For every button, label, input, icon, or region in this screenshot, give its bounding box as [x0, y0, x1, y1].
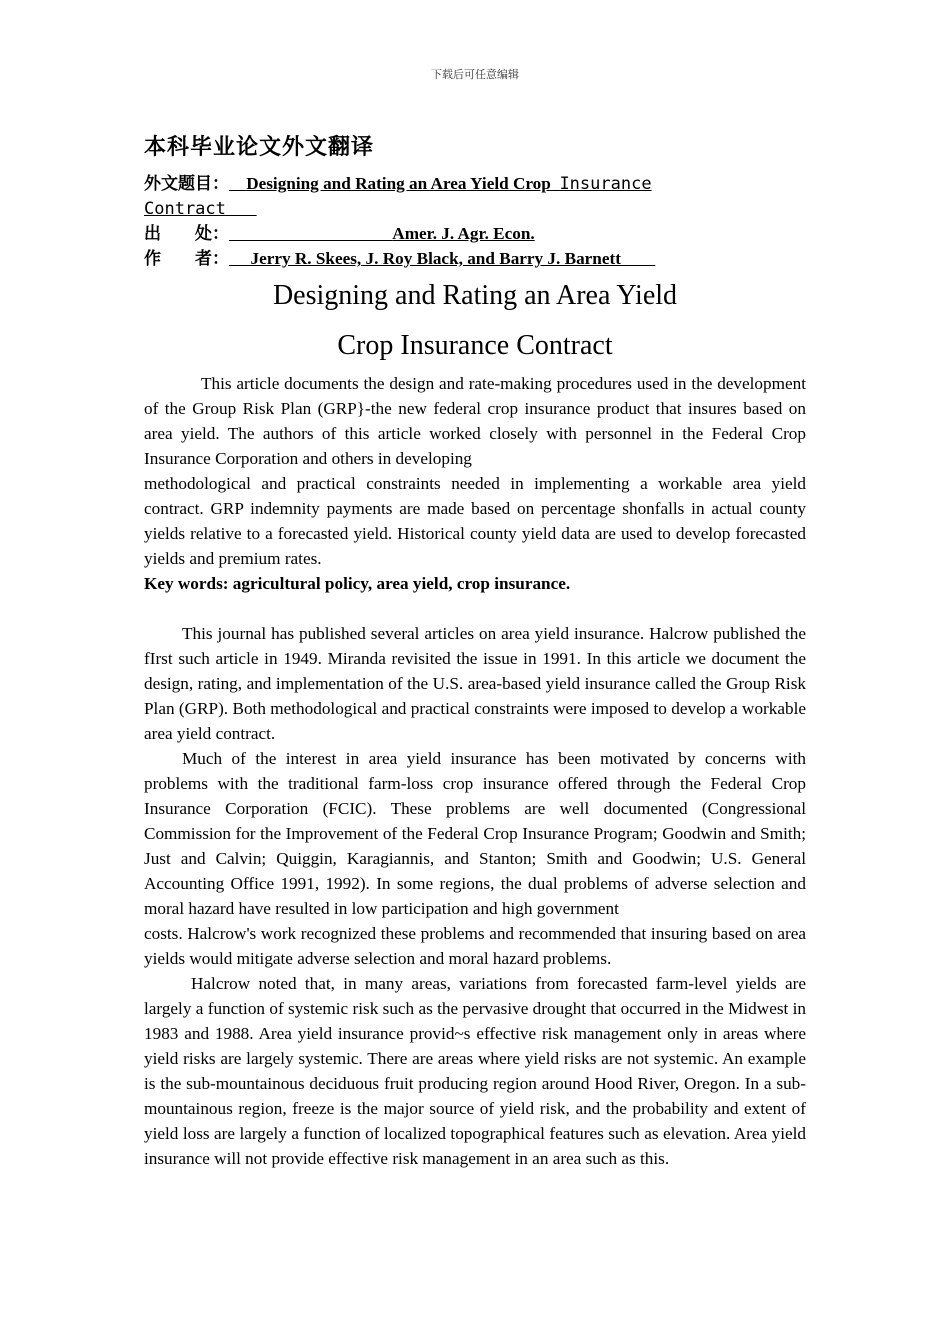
abstract-paragraph-1: This article documents the design and rate-making procedures used in the development of the Group Risk Plan (GRP}-the new federal crop insurance product that insures based on area yield. The authors of this article worked closely with personnel in the Federal Crop Insurance Corporation and others in developing: [144, 374, 806, 468]
meta-title-mono-2: [144, 199, 257, 219]
meta-title-row: [144, 171, 806, 196]
document-body: [144, 130, 806, 1171]
meta-title-label: 外文题目：: [144, 174, 229, 194]
article-title-line-2: Crop Insurance Contract: [337, 330, 613, 361]
meta-title-mono-1: Insurance: [559, 174, 652, 194]
meta-title-value: [229, 174, 652, 193]
meta-author-text: Jerry R. Skees, J. Roy Black, and Barry J. Barnett: [250, 249, 621, 268]
meta-source-text: Amer. J. Agr. Econ.: [392, 224, 535, 243]
meta-author-row: [144, 246, 806, 271]
meta-source-row: [144, 221, 806, 246]
meta-title-row-2: [144, 196, 806, 221]
article-title-line-1: Designing and Rating an Area Yield: [272, 280, 678, 311]
body-paragraph-1: This journal has published several articles on area yield insurance. Halcrow published the fIrst such article in 1949. Miranda revisited the issue in 1991. In this article we document the design, rating, and implementation of the U.S. area-based yield insurance called the Group Risk Plan (GRP). Both methodological and practical constraints were imposed to develop a workable area yield contract.: [144, 624, 806, 743]
meta-title-mono-2-text: Contract: [144, 199, 226, 219]
body-paragraph-3: Halcrow noted that, in many areas, variations from forecasted farm-level yields are largely a function of systemic risk such as the pervasive drought that occurred in the Midwest in 1983 and 1988. Area yield insurance provid~s effective risk management only in areas where yield risks are largely systemic. There are areas where yield risks are not systemic. An example is the sub-mountainous deciduous fruit producing region around Hood River, Oregon. In a sub-mountainous region, freeze is the major source of yield risk, and the probability and extent of yield loss are largely a function of localized topographical features such as elevation. Area yield insurance will not provide effective risk management in an area such as this.: [144, 974, 806, 1168]
body-paragraph-2-continued: costs. Halcrow's work recognized these problems and recommended that insuring based on area yields would mitigate adverse selection and moral hazard problems.: [144, 924, 806, 968]
meta-source-value: [229, 224, 535, 243]
keywords: Key words: agricultural policy, area yield, crop insurance.: [144, 574, 571, 593]
meta-source-label: 出 处：: [144, 224, 229, 244]
meta-author-value: [229, 249, 655, 268]
paragraph-gap: [144, 596, 806, 621]
abstract-paragraph-2: methodological and practical constraints needed in implementing a workable area yield contract. GRP indemnity payments are made based on percentage shonfalls in actual county yields relative to a forecasted yield. Historical county yield data are used to develop forecasted yields and premium rates.: [144, 474, 806, 568]
download-note: 下载后可任意编辑: [431, 68, 519, 81]
meta-author-label: 作 者：: [144, 249, 229, 269]
meta-title-text: Designing and Rating an Area Yield Crop: [246, 174, 551, 193]
body-paragraph-2: Much of the interest in area yield insurance has been motivated by concerns with problems with the traditional farm-loss crop insurance offered through the Federal Crop Insurance Corporation (FCIC). These problems are well documented (Congressional Commission for the Improvement of the Federal Crop Insurance Program; Goodwin and Smith; Just and Calvin; Quiggin, Karagiannis, and Stanton; Smith and Goodwin; U.S. General Accounting Office 1991, 1992). In some regions, the dual problems of adverse selection and moral hazard have resulted in low participation and high government: [144, 749, 806, 918]
thesis-translation-title: 本科毕业论文外文翻译: [144, 134, 375, 160]
